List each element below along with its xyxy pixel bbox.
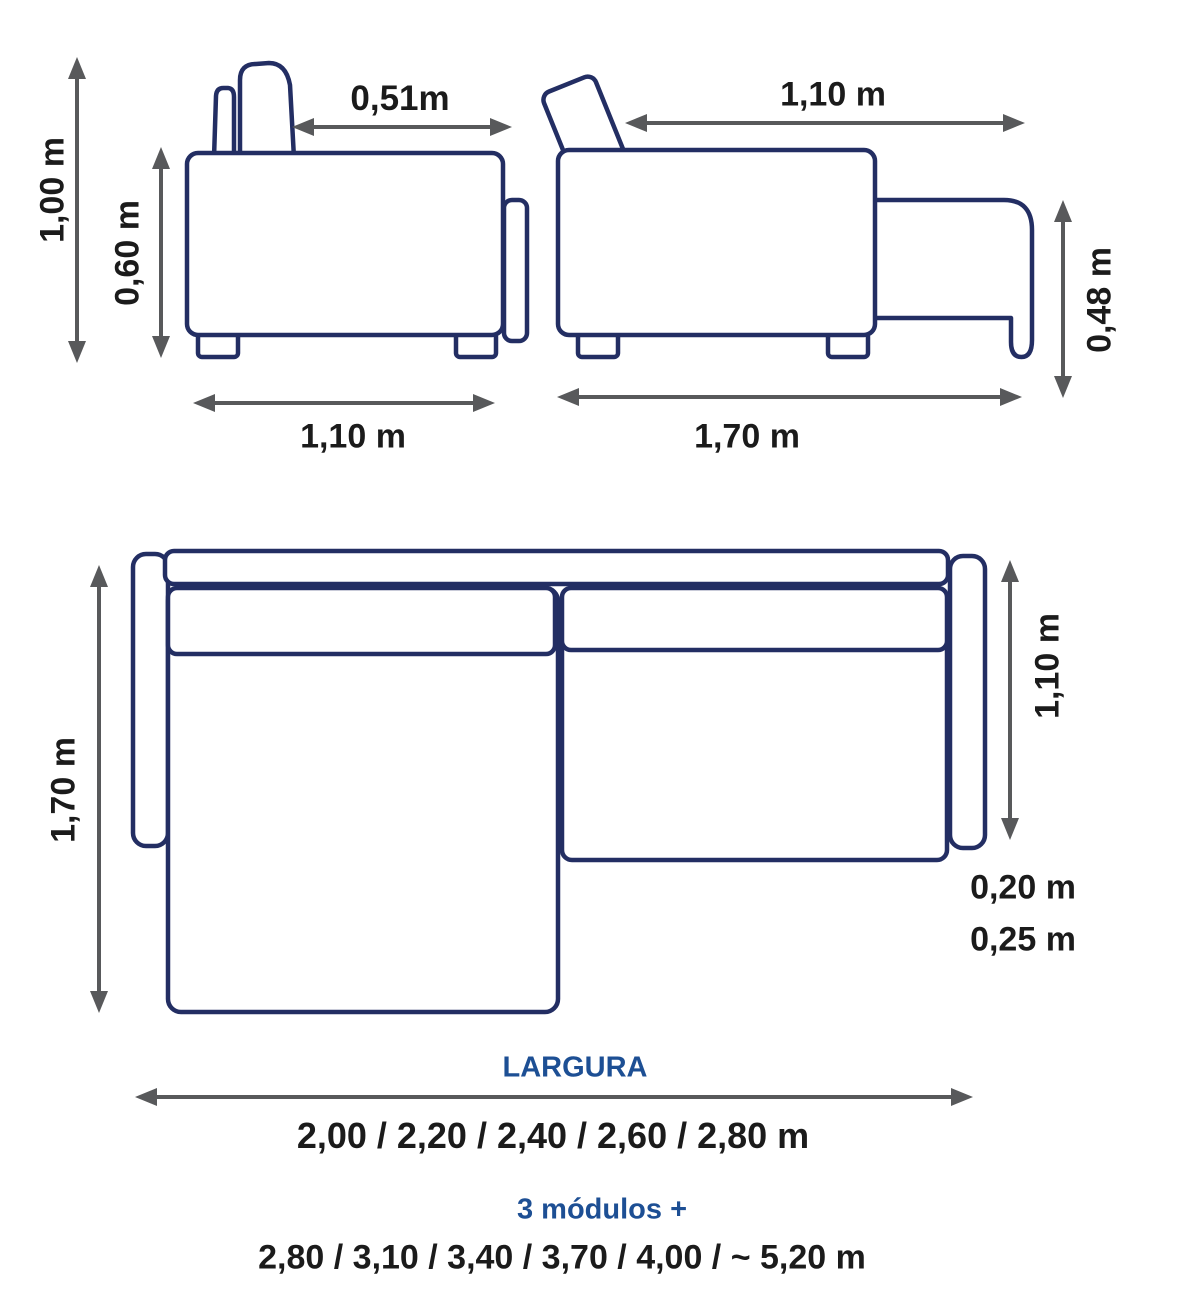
- dimension-arrow-total-depth: [193, 394, 495, 412]
- backrest-strip: [165, 551, 948, 584]
- dimension-arrow-seat-height: [152, 147, 170, 358]
- dimension-label-seat-height: 0,60 m: [108, 200, 147, 306]
- dimension-label-bed-height: 0,48 m: [1080, 247, 1119, 353]
- modules-size-options: 2,80 / 3,10 / 3,40 / 3,70 / 4,00 / ~ 5,20 m: [258, 1238, 866, 1277]
- dimension-arrow-seat-depth: [292, 118, 512, 136]
- armrest-left-top-view: [133, 554, 168, 846]
- sofa-body: [187, 153, 503, 335]
- dimension-arrow-module-depth: [1001, 560, 1019, 840]
- dimension-arrow-bed-height: [1054, 200, 1072, 398]
- dimension-arrow-width: [135, 1088, 973, 1106]
- seat-cushion-strip-right: [562, 588, 947, 650]
- sofa-body: [558, 150, 875, 335]
- armrest-side: [504, 200, 527, 341]
- width-title: LARGURA: [502, 1051, 648, 1084]
- dimension-label-seat-depth: 0,51m: [350, 79, 450, 118]
- sofa-top-view: [133, 551, 985, 1012]
- seat-cushion-strip-left: [168, 588, 555, 654]
- bed-extension: [875, 200, 1032, 357]
- dimension-label-armrest-width-2: 0,25 m: [970, 920, 1076, 959]
- width-size-options: 2,00 / 2,20 / 2,40 / 2,60 / 2,80 m: [296, 1115, 810, 1156]
- dimension-label-chaise-depth: 1,70 m: [44, 737, 83, 843]
- sofa-side-view-open: [541, 74, 1032, 357]
- dimension-label-armrest-width-1: 0,20 m: [970, 868, 1076, 907]
- dimension-label-backrest-depth: 1,10 m: [780, 75, 886, 114]
- dimension-arrow-backrest-depth: [625, 114, 1025, 132]
- dimension-label-total-height: 1,00 m: [33, 137, 72, 243]
- modules-title: 3 módulos +: [516, 1193, 688, 1226]
- dimension-label-total-depth: 1,10 m: [300, 417, 406, 456]
- armrest-right-top-view: [950, 556, 985, 848]
- dimension-label-module-depth: 1,10 m: [1028, 613, 1067, 719]
- dimension-label-open-depth: 1,70 m: [694, 417, 800, 456]
- back-cushion-large: [240, 63, 294, 158]
- back-cushion-small: [214, 88, 234, 158]
- dimension-arrow-open-depth: [557, 388, 1022, 406]
- dimension-arrow-chaise-depth: [90, 565, 108, 1013]
